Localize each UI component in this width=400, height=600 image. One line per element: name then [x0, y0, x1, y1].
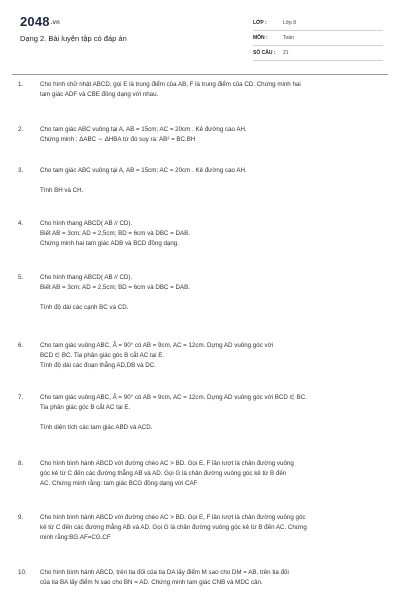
meta-value: Toán [283, 35, 294, 41]
question-line: Chứng minh : ΔABC ∼ ΔHBA từ đó suy ra: AB² = BC.BH [40, 136, 196, 143]
question-body [40, 393, 376, 433]
header-divider [12, 74, 388, 75]
question-line: AC. Chứng minh rằng: tam giác BCG đồng dạng với CAF [40, 480, 198, 487]
question-line: Tính độ dài các cạnh BC và CD. [40, 304, 129, 311]
question-line: Cho hình bình hành ABCD với đường chéo AC > BD. Gọi E, F lần lượt là chân đường vuông [40, 460, 294, 467]
meta-value: 21 [283, 50, 289, 56]
question-body [40, 341, 376, 371]
question-line: BCD ∈ BC. Tia phân giác góc B cắt AC tại E. [40, 352, 165, 359]
question-number: 9. [18, 514, 24, 521]
question-line: Tính BH và CH. [40, 187, 84, 194]
question-line: Cho hình chữ nhật ABCD, gọi E là trung điểm của AB, F là trung điểm của CD. Chứng minh hai [40, 81, 301, 88]
meta-table [253, 16, 383, 61]
question-line: Cho tam giác vuông ABC, Â = 90° có AB = 9cm, AC = 12cm. Dựng AD vuông góc với BCD ∈ BC. [40, 394, 307, 401]
meta-row-class [253, 16, 383, 31]
question-line: Chứng minh hai tam giác ADB và BCD đồng dạng. [40, 240, 179, 247]
meta-row-count [253, 46, 383, 61]
question-line: Tính diện tích các tam giác ABD và ACD. [40, 424, 153, 431]
header [0, 0, 400, 68]
question-number: 3. [18, 167, 24, 174]
question-line: Cho hình bình hành ABCD với đường chéo AC > BD. Gọi E, F lần lượt là chân đường vuông góc [40, 514, 306, 521]
question-body [40, 219, 376, 249]
question-body [40, 125, 376, 145]
logo-suffix: .vn [50, 19, 61, 26]
meta-label: SỐ CÂU : [253, 50, 276, 56]
question-number: 2. [18, 126, 24, 133]
question-line: Cho hình thang ABCD( AB // CD). [40, 274, 133, 281]
question-body [40, 513, 376, 543]
question-body [40, 80, 376, 100]
meta-label: LỚP : [253, 20, 267, 26]
question-number: 8. [18, 460, 24, 467]
question-line: Cho hình thang ABCD( AB // CD). [40, 220, 133, 227]
question-body [40, 459, 376, 489]
page-subtitle: Dạng 2. Bài luyện tập có đáp án [20, 34, 127, 43]
meta-row-subject [253, 31, 383, 46]
question-number: 10. [18, 569, 27, 576]
question-number: 5. [18, 274, 24, 281]
question-line: Cho tam giác ABC vuông tại A, AB = 15cm; AC = 20cm . Kẻ đường cao AH. [40, 167, 247, 174]
logo-text: 2048 [20, 14, 50, 29]
question-line: minh rằng:BG.AF=CG.CF [40, 534, 111, 541]
question-line: kẻ từ C đến các đường thẳng AB và AD. Gọi G là chân đường vuông góc kẻ từ B đến AC. Chứng [40, 524, 307, 531]
question-number: 1. [18, 81, 24, 88]
question-line: Tia phân giác góc B cắt AC tại E. [40, 404, 131, 411]
question-number: 6. [18, 342, 24, 349]
question-body [40, 273, 376, 313]
question-number: 7. [18, 394, 24, 401]
question-body [40, 166, 376, 196]
meta-label: MÔN : [253, 35, 268, 41]
question-body [40, 568, 376, 588]
question-line: tam giác ADF và CBE đồng dạng với nhau. [40, 91, 159, 98]
question-line: Cho tam giác ABC vuông tại A, AB = 15cm; AC = 20cm . Kẻ đường cao AH. [40, 126, 247, 133]
question-line: của tia BA lấy điểm N sao cho BN = AD. Chứng minh tam giác CNB và MDC cân. [40, 579, 263, 586]
question-number: 4. [18, 220, 24, 227]
question-line: Cho tam giác vuông ABC, Â = 90° có AB = 9cm, AC = 12cm. Dựng AD vuông góc với [40, 342, 274, 349]
question-line: Biết AB = 3cm; AD = 2,5cm; BD = 6cm và DBC = DAB. [40, 230, 190, 237]
meta-value: Lớp 8 [283, 20, 297, 26]
question-line: góc kẻ từ C đến các đường thẳng AB và AD. Gọi G là chân đường vuông góc kẻ từ B đến [40, 470, 287, 477]
question-line: Tính độ dài các đoạn thẳng AD,DB và DC. [40, 362, 156, 369]
question-line: Cho hình bình hành ABCD, trên tia đối của tia DA lấy điểm M sao cho DM = AB, trên tia đối [40, 569, 289, 576]
question-line: Biết AB = 3cm; AD = 2,5cm; BD = 6cm và DBC = DAB. [40, 284, 190, 291]
logo[interactable] [20, 14, 60, 29]
